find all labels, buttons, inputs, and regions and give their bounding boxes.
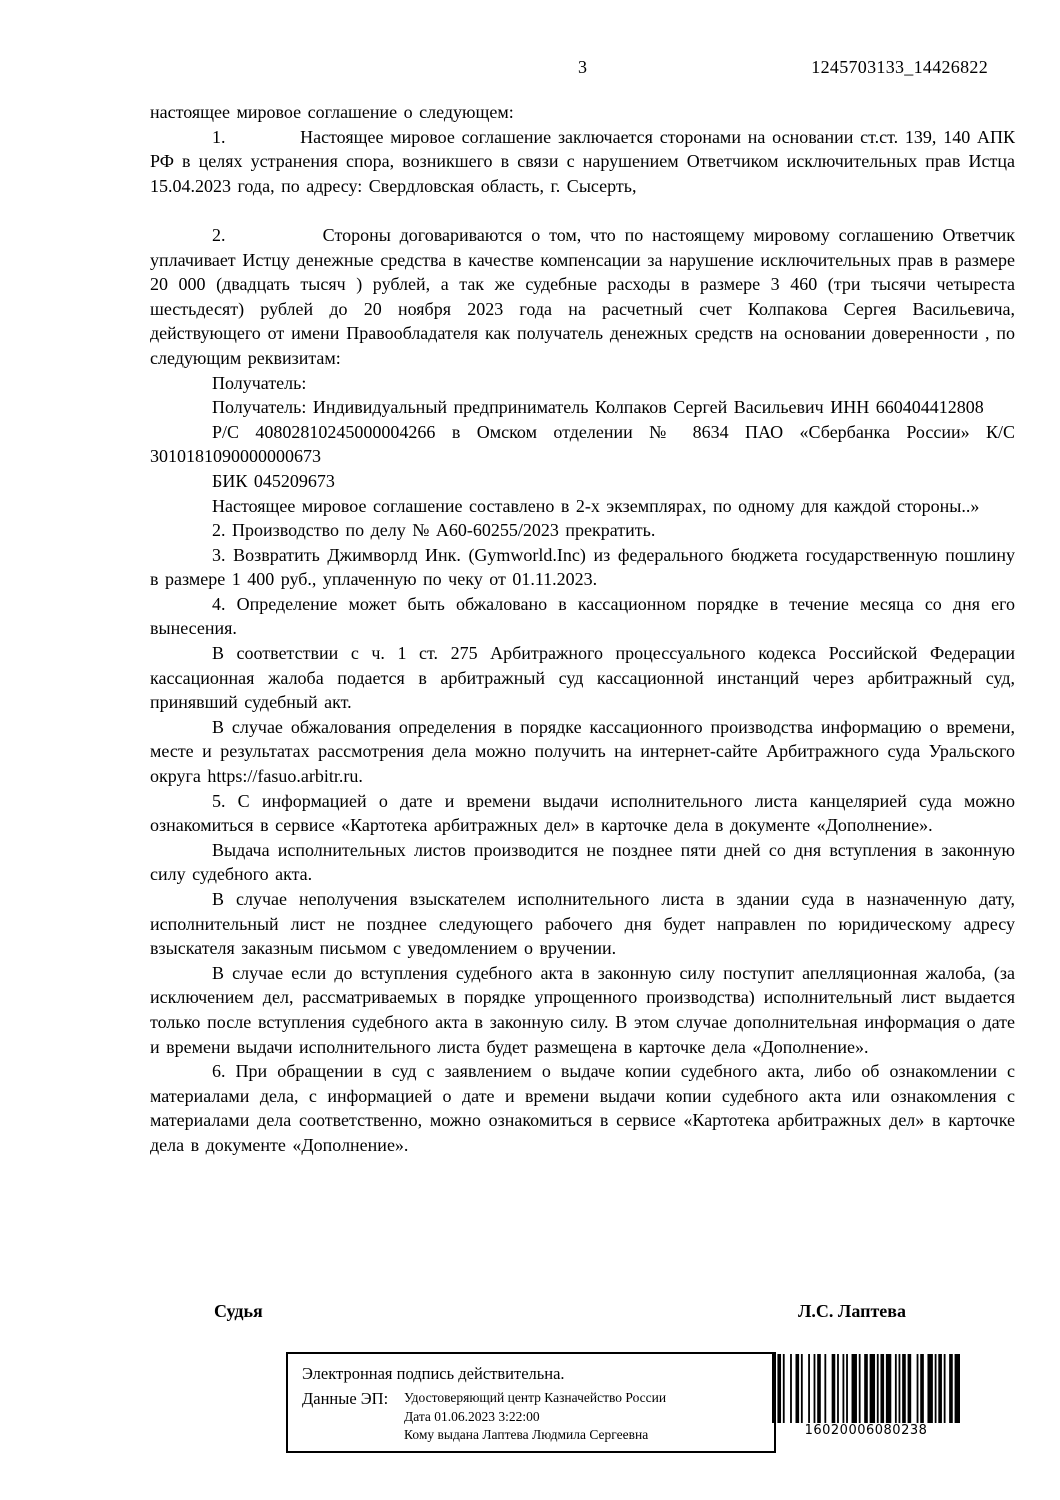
body-paragraph-recipient: Получатель: Индивидуальный предприниматель Колпаков Сергей Васильевич ИНН 660404412808	[212, 397, 984, 418]
barcode-number: 16020006080238	[804, 1423, 928, 1438]
body-paragraph-writ-issue: Выдача исполнительных листов производится не позднее пяти дней со дня вступления в законную силу судебного акта.	[150, 839, 1015, 885]
esign-issued-to: Кому выдана Лаптева Людмила Сергеевна	[404, 1427, 649, 1442]
body-paragraph: настоящее мировое соглашение о следующем:	[150, 102, 514, 122]
body-paragraph-terminate: 2. Производство по делу № А60-60255/2023 прекратить.	[212, 520, 656, 541]
document-body	[150, 100, 1015, 1158]
body-paragraph-2: 2. Стороны договариваются о том, что по настоящему мировому соглашению Ответчик уплачивает Истцу денежные средства в качестве компенсации за нарушение исключительных прав в размере 20 000 (двадцать тысяч ) рублей, а так же судебные расходы в размере 3 460 (три тысячи четыреста шестьдесят) рублей до 20 ноября 2023 года на расчетный счет Колпакова Сергея Васильевича, действующего от имени Правообладателя как получатель денежных средств на основании доверенности , по следующим реквизитам:	[150, 224, 1015, 368]
esign-valid-text: Электронная подпись действительна.	[302, 1364, 565, 1383]
body-paragraph-copies-request: 6. При обращении в суд с заявлением о выдаче копии судебного акта, либо об ознакомлении с материалами дела, с информацией о дате и времени выдачи копии судебного акта или ознакомления с материалами дела соответственно, можно ознакомиться в сервисе «Картотека арбитражных дел» в карточке дела в документе «Дополнение».	[150, 1061, 1015, 1155]
esign-authority: Удостоверяющий центр Казначейство России	[404, 1390, 667, 1405]
body-paragraph-writ-info: 5. С информацией о дате и времени выдачи исполнительного листа канцелярией суда можно ознакомиться в сервисе «Картотека арбитражных дел» в карточке дела в документе «Дополнение».	[150, 790, 1015, 836]
body-paragraph-appeal: 4. Определение может быть обжаловано в кассационном порядке в течение месяца со дня его вынесения.	[150, 593, 1015, 639]
body-paragraph-cassation-info: В случае обжалования определения в порядке кассационного производства информацию о времени, месте и результатах рассмотрения дела можно получить на интернет-сайте Арбитражного суда Уральского округа https://fasuo.arbitr.ru.	[150, 716, 1015, 787]
body-paragraph-apk275: В соответствии с ч. 1 ст. 275 Арбитражного процессуального кодекса Российской Федерации кассационная жалоба подается в арбитражный суд кассационной инстанций через арбитражный суд, принявший судебный акт.	[150, 643, 1015, 713]
page-number: 3	[578, 57, 587, 77]
body-paragraph-recipient-header: Получатель:	[212, 372, 307, 393]
barcode-bars	[772, 1354, 960, 1423]
barcode	[772, 1354, 960, 1438]
body-paragraph-bik: БИК 045209673	[212, 470, 335, 491]
judge-name: Л.С. Лаптева	[798, 1301, 907, 1321]
esign-data-label: Данные ЭП:	[302, 1389, 389, 1408]
body-paragraph-writ-mail: В случае неполучения взыскателем исполнительного листа в здании суда в назначенную дату, исполнительный лист не позднее следующего рабочего дня будет направлен по юридическому адресу взыскателя заказным письмом с уведомлением о вручении.	[150, 889, 1015, 959]
document-id: 1245703133_14426822	[811, 57, 988, 77]
body-paragraph-account: Р/С 40802810245000004266 в Омском отделении № 8634 ПАО «Сбербанка России» К/С 3010181090000000673	[150, 421, 1015, 467]
esign-date: Дата 01.06.2023 3:22:00	[404, 1408, 540, 1424]
body-paragraph-copies: Настоящее мировое соглашение составлено в 2-х экземплярах, по одному для каждой стороны..»	[212, 495, 980, 516]
body-paragraph-refund: 3. Возвратить Джимворлд Инк. (Gymworld.Inc) из федерального бюджета государственную пошлину в размере 1 400 руб., уплаченную по чеку от 01.11.2023.	[150, 544, 1015, 590]
body-paragraph-1: 1. Настоящее мировое соглашение заключается сторонами на основании ст.ст. 139, 140 АПК РФ в целях устранения спора, возникшего в связи с нарушением Ответчиком исключительных прав Истца 15.04.2023 года, по адресу: Свердловская область, г. Сысерть,	[150, 126, 1015, 196]
esign-stamp	[286, 1352, 776, 1453]
esign-details	[404, 1389, 666, 1445]
judge-label: Судья	[214, 1301, 263, 1321]
esign-data-row	[302, 1389, 774, 1445]
body-paragraph-appeal-writ: В случае если до вступления судебного акта в законную силу поступит апелляционная жалоба, (за исключением дел, рассматриваемых в порядке упрощенного производства) исполнительный лист выдается только после вступления судебного акта в законную силу. В этом случае дополнительная информация о дате и времени выдачи исполнительного листа будет размещена в карточке дела «Дополнение».	[150, 962, 1015, 1057]
